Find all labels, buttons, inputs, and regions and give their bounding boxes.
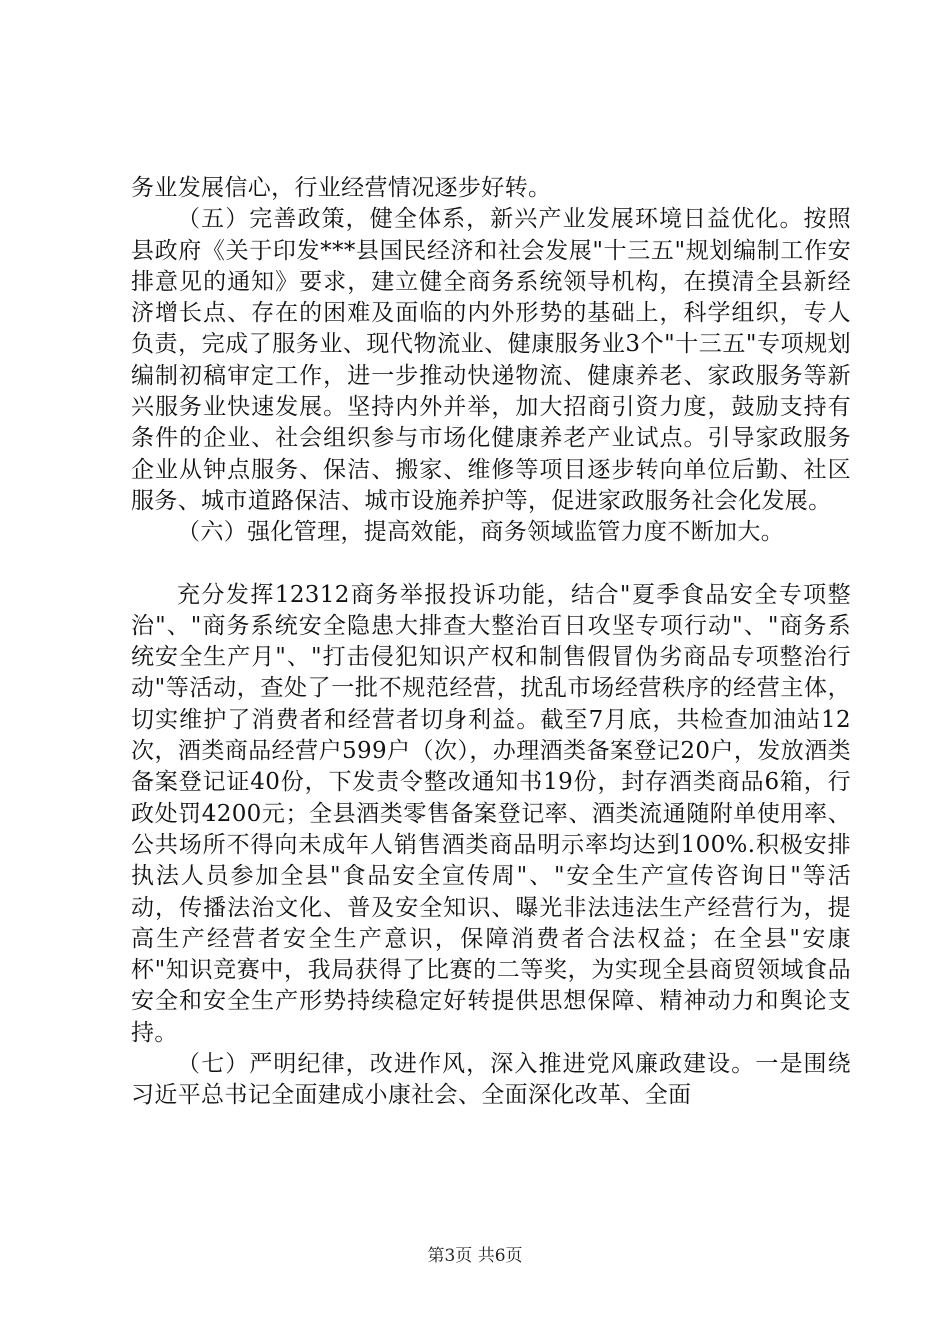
paragraph-continuation: 务业发展信心，行业经营情况逐步好转。 bbox=[131, 175, 552, 201]
paragraph-section-6-body: 充分发挥12312商务举报投诉功能，结合"夏季食品安全专项整治"、"商务系统安全隐患大排查大整治百日攻坚专项行动"、"商务系统安全生产月"、"打击侵犯知识产权和制售假冒伪劣商品专项整治行动"等活动，查处了一批不规范经营，扰乱市场经营秩序的经营主体，切实维护了消费者和经营者切身利益。截至7月底，共检查加油站12次，酒类商品经营户599户（次），办理酒类备案登记20户，发放酒类备案登记证40份，下发责令整改通知书19份，封存酒类商品6箱，行政处罚4200元；全县酒类零售备案登记率、酒类流通随附单使用率、公共场所不得向未成年人销售酒类商品明示率均达到100%.积极安排执法人员参加全县"食品安全宣传周"、"安全生产宣传咨询日"等活动，传播法治文化、普及安全知识、曝光非法违法生产经营行为，提高生产经营者安全生产意识，保障消费者合法权益；在全县"安康杯"知识竞赛中，我局获得了比赛的二等奖，为实现全县商贸领域食品安全和安全生产形势持续稳定好转提供思想保障、精神动力和舆论支持。 bbox=[131, 581, 851, 1046]
paragraph-section-5: （五）完善政策，健全体系，新兴产业发展环境日益优化。按照县政府《关于印发***县国民经济和社会发展"十三五"规划编制工作安排意见的通知》要求，建立健全商务系统领导机构，在摸清全县新经济增长点、存在的困难及面临的内外形势的基础上，科学组织，专人负责，完成了服务业、现代物流业、健康服务业3个"十三五"专项规划编制初稿审定工作，进一步推动快递物流、健康养老、家政服务等新兴服务业快速发展。坚持内外并举，加大招商引资力度，鼓励支持有条件的企业、社会组织参与市场化健康养老产业试点。引导家政服务企业从钟点服务、保洁、搬家、维修等项目逐步转向单位后勤、社区服务、城市道路保洁、城市设施养护等，促进家政服务社会化发展。 bbox=[131, 206, 851, 514]
document-body bbox=[131, 173, 851, 1112]
paragraph-section-7: （七）严明纪律，改进作风，深入推进党风廉政建设。一是围绕习近平总书记全面建成小康社会、全面深化改革、全面 bbox=[131, 1051, 851, 1109]
page-number-footer: 第3页 共6页 bbox=[427, 1246, 523, 1266]
paragraph-section-6-heading: （六）强化管理，提高效能，商务领域监管力度不断加大。 bbox=[177, 519, 785, 546]
